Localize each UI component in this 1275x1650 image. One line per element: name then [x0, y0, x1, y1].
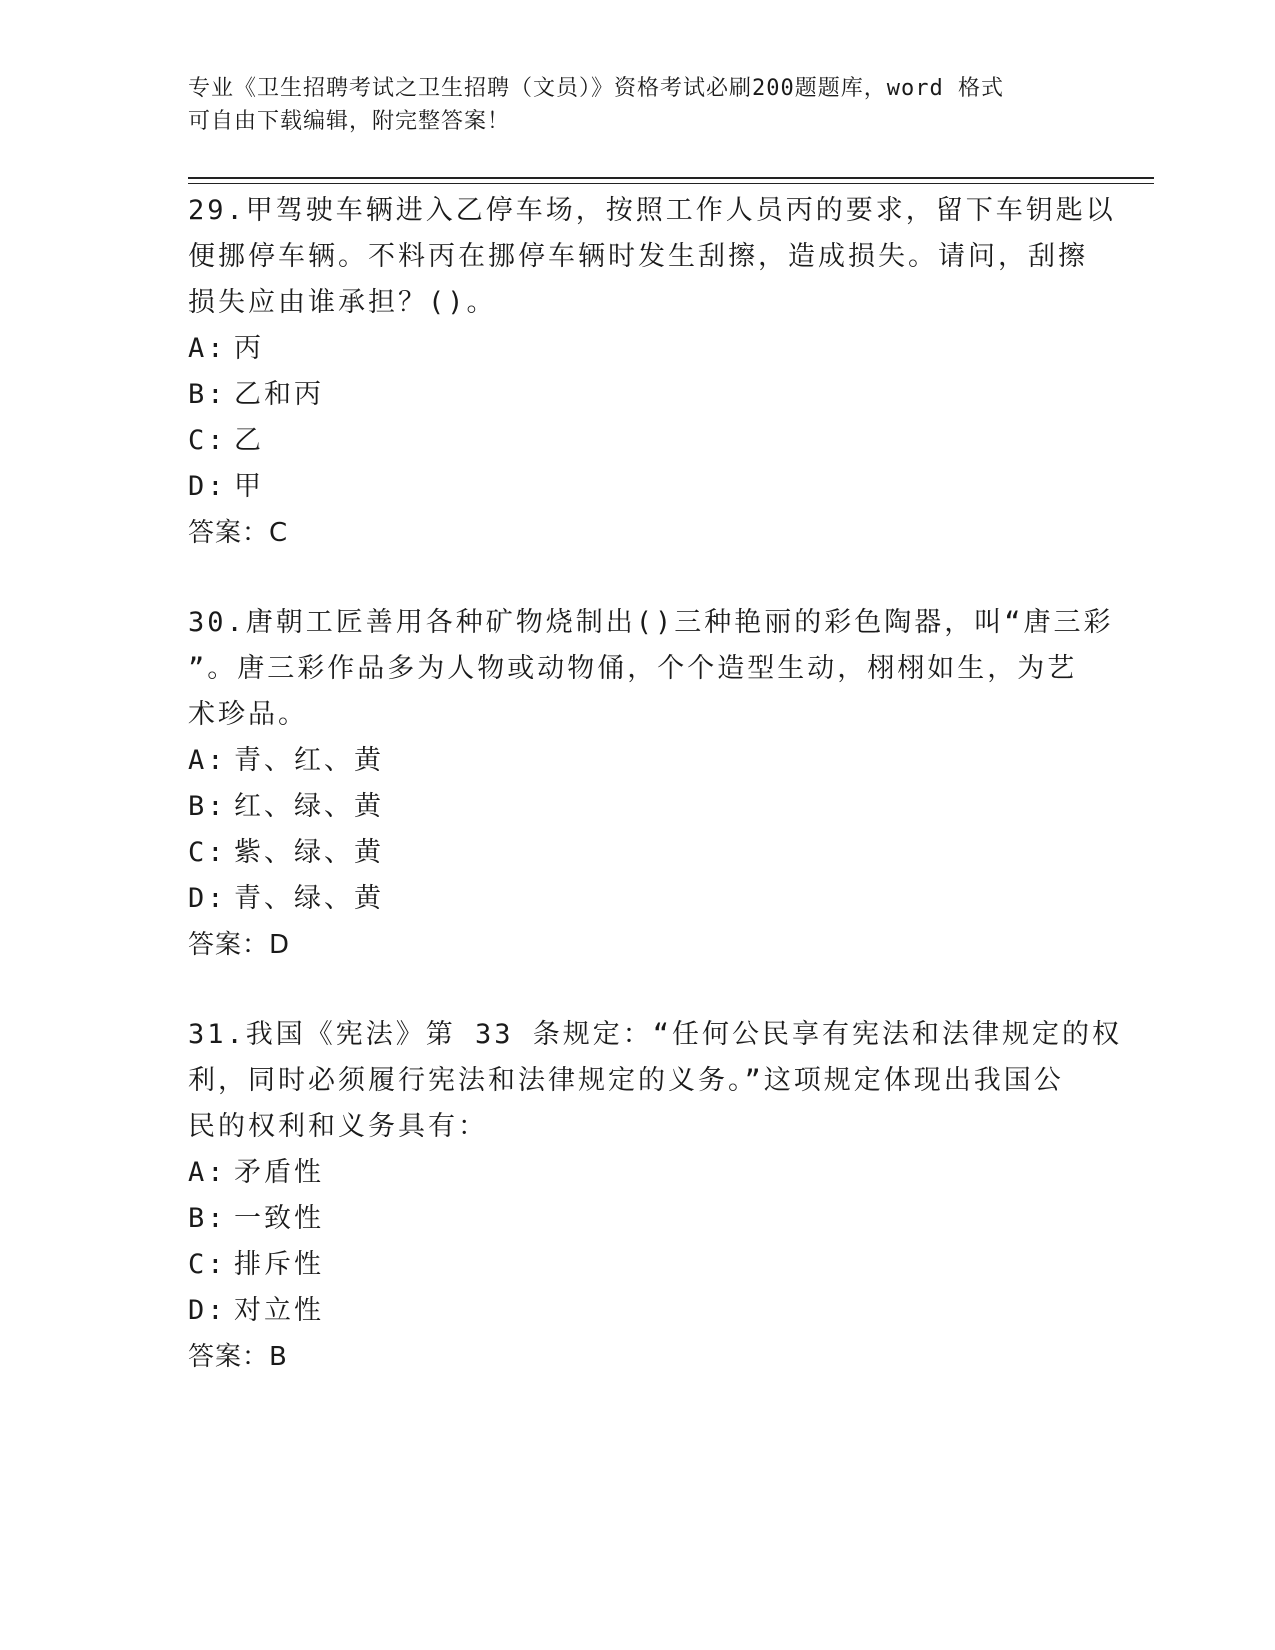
option-letter: C:: [188, 1249, 227, 1280]
option-b: [188, 372, 1108, 418]
option-text: 乙: [234, 425, 264, 456]
option-letter: A:: [188, 745, 227, 776]
option-letter: D:: [188, 471, 227, 502]
option-text: 紫、绿、黄: [234, 837, 384, 868]
header-line-2: 可自由下载编辑，附完整答案！: [188, 109, 511, 134]
option-d: [188, 1288, 1108, 1334]
question-stem-line: 30.唐朝工匠善用各种矿物烧制出()三种艳丽的彩色陶器，叫“唐三彩: [188, 607, 1114, 638]
option-text: 对立性: [234, 1295, 324, 1326]
option-text: 青、红、黄: [234, 745, 384, 776]
option-letter: C:: [188, 425, 227, 456]
option-text: 矛盾性: [234, 1157, 324, 1188]
option-letter: B:: [188, 1203, 227, 1234]
question-stem-line: 损失应由谁承担？()。: [188, 287, 497, 318]
answer-label: 答案：B: [188, 1342, 288, 1372]
option-letter: D:: [188, 1295, 227, 1326]
option-d: [188, 876, 1108, 922]
document-header: [188, 72, 1088, 138]
question-stem-line: 29.甲驾驶车辆进入乙停车场，按照工作人员丙的要求，留下车钥匙以: [188, 195, 1116, 226]
option-b: [188, 1196, 1108, 1242]
question-stem-line: 民的权利和义务具有：: [188, 1111, 488, 1142]
question-30: [188, 600, 1114, 968]
answer-label: 答案：C: [188, 518, 289, 548]
option-d: [188, 464, 1108, 510]
option-text: 青、绿、黄: [234, 883, 384, 914]
option-a: [188, 738, 1108, 784]
option-letter: C:: [188, 837, 227, 868]
question-stem-line: 术珍品。: [188, 699, 308, 730]
option-text: 一致性: [234, 1203, 324, 1234]
option-text: 甲: [234, 471, 264, 502]
header-divider-thin: [188, 183, 1154, 184]
option-text: 红、绿、黄: [234, 791, 384, 822]
option-text: 丙: [234, 333, 264, 364]
option-text: 排斥性: [234, 1249, 324, 1280]
option-letter: B:: [188, 791, 227, 822]
header-line-1: 专业《卫生招聘考试之卫生招聘（文员）》资格考试必刷200题题库，word 格式: [188, 76, 1004, 101]
option-c: [188, 418, 1108, 464]
question-stem-line: 利，同时必须履行宪法和法律规定的义务。”这项规定体现出我国公: [188, 1065, 1064, 1096]
option-text: 乙和丙: [234, 379, 324, 410]
option-letter: A:: [188, 333, 227, 364]
option-a: [188, 1150, 1108, 1196]
option-letter: A:: [188, 1157, 227, 1188]
header-divider-thick: [188, 177, 1154, 179]
question-31: [188, 1012, 1123, 1380]
option-c: [188, 1242, 1108, 1288]
question-stem-line: ”。唐三彩作品多为人物或动物俑，个个造型生动，栩栩如生，为艺: [188, 653, 1078, 684]
question-stem-line: 便挪停车辆。不料丙在挪停车辆时发生刮擦，造成损失。请问，刮擦: [188, 241, 1088, 272]
answer-label: 答案：D: [188, 930, 291, 960]
option-letter: B:: [188, 379, 227, 410]
option-a: [188, 326, 1108, 372]
question-29: [188, 188, 1116, 556]
option-b: [188, 784, 1108, 830]
option-c: [188, 830, 1108, 876]
question-stem-line: 31.我国《宪法》第 33 条规定：“任何公民享有宪法和法律规定的权: [188, 1019, 1123, 1050]
option-letter: D:: [188, 883, 227, 914]
